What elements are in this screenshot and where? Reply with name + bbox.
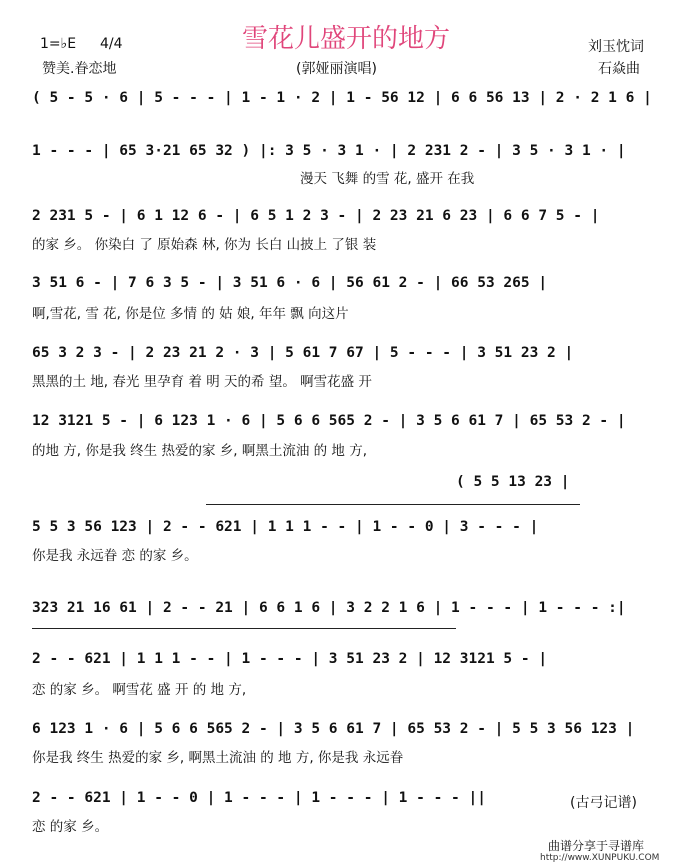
lyricist-credit: 刘玉忱词 [588, 39, 644, 55]
score-row-5-notes: 65 3 2 3 - | 2 23 21 2 · 3 | 5 61 7 67 | 5 - - - | 3 51 23 2 | [32, 345, 574, 361]
score-row-9-notes: 323 21 16 61 | 2 - - 21 | 6 6 1 6 | 3 2 2 1 6 | 1 - - - | 1 - - - :| [32, 600, 626, 616]
score-row-7-notes: ( 5 5 13 23 | [456, 474, 570, 490]
composer-credit: 石焱曲 [598, 61, 640, 77]
score-row-5-lyrics: 黑黑的土 地, 春光 里孕育 着 明 天的希 望。 啊雪花盛 开 [32, 374, 372, 390]
score-row-3-lyrics: 的家 乡。 你染白 了 原始森 林, 你为 长白 山披上 了银 装 [32, 237, 377, 253]
score-row-11-lyrics: 你是我 终生 热爱的家 乡, 啊黑土流油 的 地 方, 你是我 永远眷 [32, 750, 404, 766]
score-row-11-notes: 6 123 1 · 6 | 5 6 6 565 2 - | 3 5 6 61 7 | 65 53 2 - | 5 5 3 56 123 | [32, 721, 635, 737]
score-row-2-lyrics: 漫天 飞舞 的雪 花, 盛开 在我 [300, 171, 475, 187]
key-signature: 1=♭E [40, 36, 77, 52]
score-row-4-lyrics: 啊,雪花, 雪 花, 你是位 多情 的 姑 娘, 年年 飘 向这片 [32, 306, 349, 322]
score-row-10-lyrics: 恋 的家 乡。 啊雪花 盛 开 的 地 方, [32, 682, 247, 698]
volta-bracket-line [206, 504, 580, 505]
score-row-6-notes: 12 3121 5 - | 6 123 1 · 6 | 5 6 6 565 2 - | 3 5 6 61 7 | 65 53 2 - | [32, 413, 626, 429]
score-row-12-lyrics: 恋 的家 乡。 [32, 819, 109, 835]
score-row-12-notes: 2 - - 621 | 1 - - 0 | 1 - - - | 1 - - - | 1 - - - || [32, 790, 486, 806]
style-marking: 赞美.眷恋地 [42, 61, 117, 77]
score-row-4-notes: 3 51 6 - | 7 6 3 5 - | 3 51 6 · 6 | 56 61 2 - | 66 53 265 | [32, 275, 548, 291]
site-url[interactable]: http://www.XUNPUKU.COM [540, 853, 660, 863]
site-name: 曲谱分享于寻谱库 [548, 839, 645, 853]
score-row-6-lyrics: 的地 方, 你是我 终生 热爱的家 乡, 啊黑土流油 的 地 方, [32, 443, 367, 459]
source-note: (古弓记谱) [570, 795, 637, 811]
singer-credit: (郭娅丽演唱) [296, 61, 377, 77]
song-title: 雪花儿盛开的地方 [241, 24, 450, 54]
score-row-2-notes: 1 - - - | 65 3·21 65 32 ) |: 3 5 · 3 1 · | 2 231 2 - | 3 5 · 3 1 · | [32, 143, 626, 159]
score-row-3-notes: 2 231 5 - | 6 1 12 6 - | 6 5 1 2 3 - | 2 23 21 6 23 | 6 6 7 5 - | [32, 208, 600, 224]
score-row-8-lyrics: 你是我 永远眷 恋 的家 乡。 [32, 548, 198, 564]
time-signature: 4/4 [100, 36, 123, 52]
volta-bracket-line-2 [32, 628, 456, 629]
score-row-1-notes: ( 5 - 5 · 6 | 5 - - - | 1 - 1 · 2 | 1 - 56 12 | 6 6 56 13 | 2 · 2 1 6 | [32, 90, 652, 106]
score-row-10-notes: 2 - - 621 | 1 1 1 - - | 1 - - - | 3 51 23 2 | 12 3121 5 - | [32, 651, 548, 667]
score-row-8-notes: 5 5 3 56 123 | 2 - - 621 | 1 1 1 - - | 1 - - 0 | 3 - - - | [32, 519, 539, 535]
